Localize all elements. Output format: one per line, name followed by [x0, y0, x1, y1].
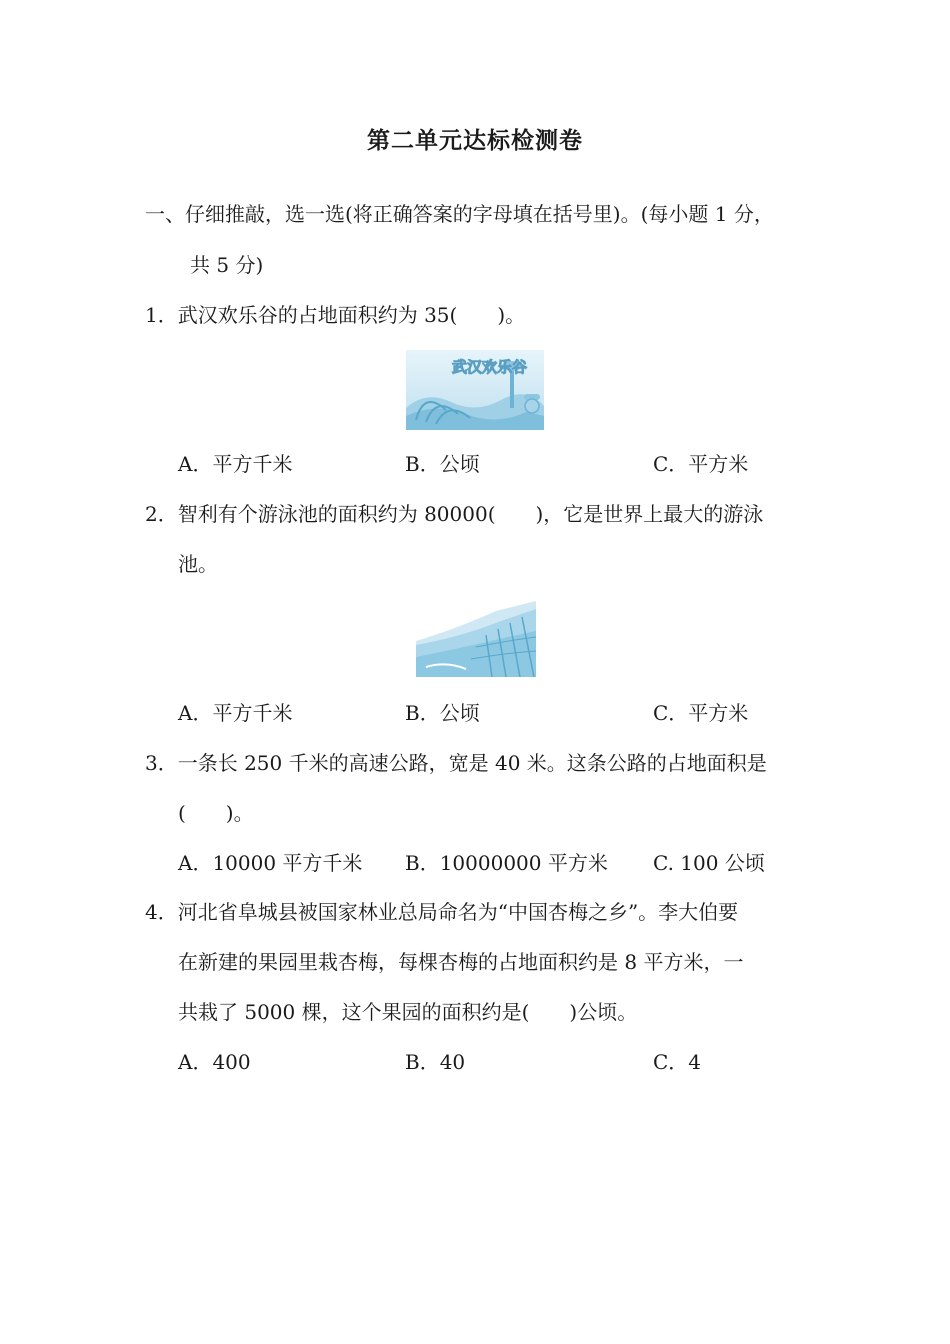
- q2-option-b: B．公顷: [405, 701, 480, 725]
- question-3-text: 3．一条长 250 千米的高速公路，宽是 40 米。这条公路的占地面积是: [145, 751, 767, 775]
- question-2-text: 2．智利有个游泳池的面积约为 80000( )，它是世界上最大的游泳: [145, 502, 764, 526]
- swimming-pool-image: [416, 601, 536, 677]
- q1-option-c: C．平方米: [653, 452, 749, 476]
- question-4-text-cont-2: 共栽了 5000 棵，这个果园的面积约是( )公顷。: [178, 1000, 638, 1024]
- question-4-text-cont-1: 在新建的果园里栽杏梅，每棵杏梅的占地面积约是 8 平方米，一: [178, 950, 744, 974]
- happy-valley-logo-text: 武汉欢乐谷: [452, 358, 528, 376]
- q2-option-c: C．平方米: [653, 701, 749, 725]
- happy-valley-image: [406, 350, 544, 430]
- q4-option-c: C．4: [653, 1050, 702, 1074]
- question-4-text: 4．河北省阜城县被国家林业总局命名为“中国杏梅之乡”。李大伯要: [145, 900, 739, 924]
- section-heading-cont: 共 5 分): [190, 253, 264, 277]
- q3-option-c: C. 100 公顷: [653, 851, 765, 875]
- page-title: 第二单元达标检测卷: [367, 128, 583, 154]
- section-heading: 一、仔细推敲，选一选(将正确答案的字母填在括号里)。(每小题 1 分，: [145, 202, 774, 226]
- q3-option-b: B．10000000 平方米: [405, 851, 608, 875]
- q1-option-b: B．公顷: [405, 452, 480, 476]
- q3-option-a: A．10000 平方千米: [178, 851, 363, 875]
- q1-option-a: A．平方千米: [178, 452, 293, 476]
- q2-option-a: A．平方千米: [178, 701, 293, 725]
- question-3-text-cont: ( )。: [178, 801, 254, 825]
- question-1-text: 1．武汉欢乐谷的占地面积约为 35( )。: [145, 303, 526, 327]
- question-2-text-cont: 池。: [178, 552, 218, 576]
- q4-option-b: B．40: [405, 1050, 466, 1074]
- q4-option-a: A．400: [178, 1050, 251, 1074]
